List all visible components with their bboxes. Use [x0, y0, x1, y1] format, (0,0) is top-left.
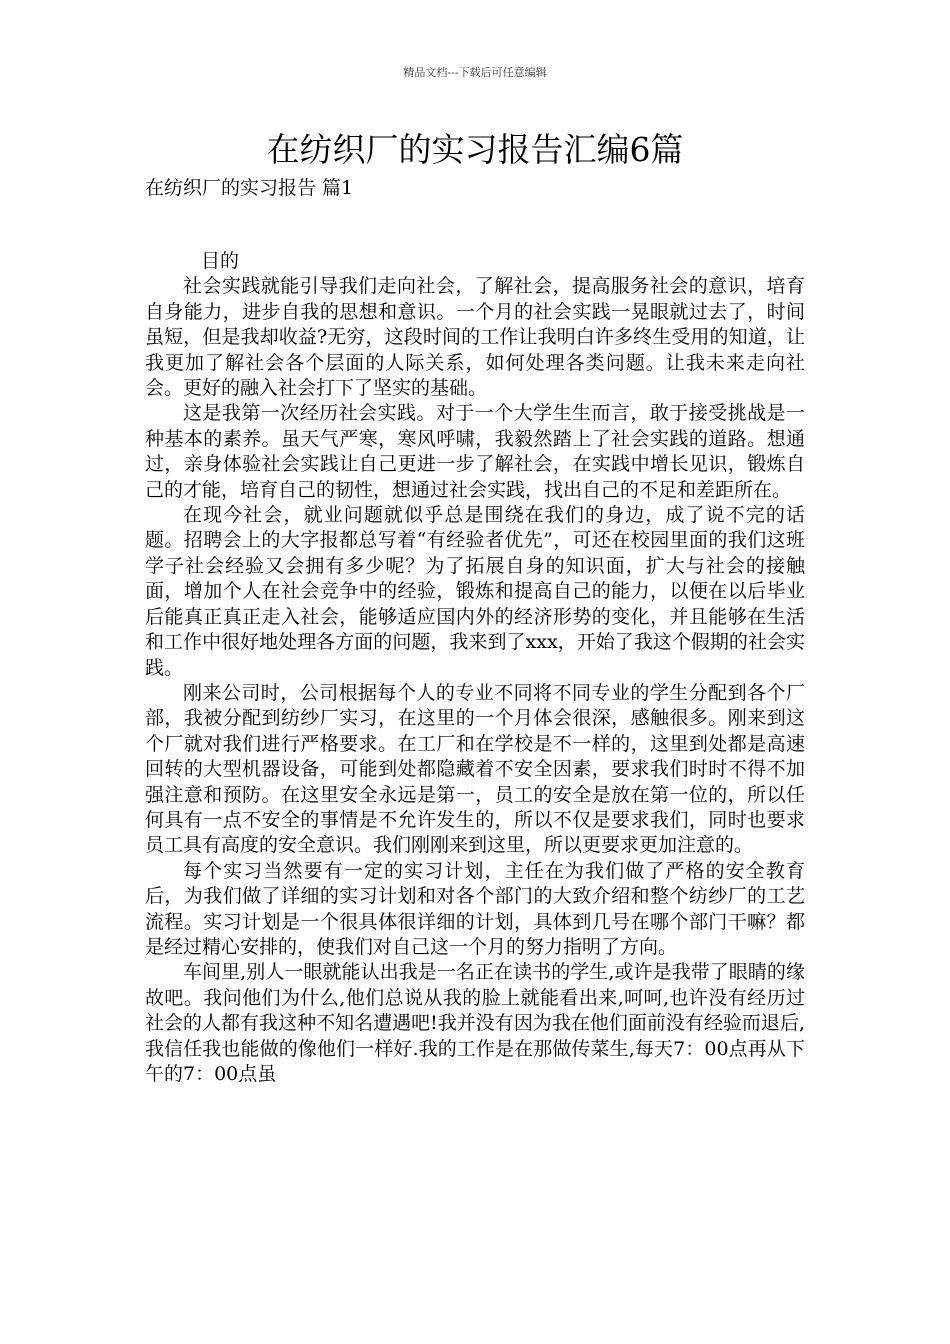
body-paragraph: 在现今社会，就业问题就似乎总是围绕在我们的身边，成了说不完的话题。招聘会上的大字报都总写着“有经验者优先”，可还在校园里面的我们这班学子社会经验又会拥有多少呢？为了拓展自身的知识面，扩大与社会的接触面，增加个人在社会竞争中的经验，锻炼和提高自己的能力，以便在以后毕业后能真正真正走入社会，能够适应国内外的经济形势的变化，并且能够在生活和工作中很好地处理各方面的问题，我来到了xxx，开始了我这个假期的社会实践。 [145, 504, 805, 679]
body-paragraph: 刚来公司时，公司根据每个人的专业不同将不同专业的学生分配到各个厂部，我被分配到纺纱厂实习，在这里的一个月体会很深，感触很多。刚来到这个厂就对我们进行严格要求。在工厂和在学校是不一样的，这里到处都是高速回转的大型机器设备，可能到处都隐藏着不安全因素，要求我们时时不得不加强注意和预防。在这里安全永远是第一，员工的安全是放在第一位的，所以任何具有一点不安全的事情是不允许发生的，所以不仅是要求我们，同时也要求员工具有高度的安全意识。我们刚刚来到这里，所以更要求更加注意的。 [145, 681, 805, 857]
header-note: 精品文档---下载后可任意编辑 [403, 66, 547, 79]
document-body [145, 249, 805, 1087]
purpose-label: 目的 [201, 250, 240, 272]
body-paragraph: 这是我第一次经历社会实践。对于一个大学生生而言，敢于接受挑战是一种基本的素养。虽天气严寒，寒风呼啸，我毅然踏上了社会实践的道路。想通过，亲身体验社会实践让自己更进一步了解社会，在实践中增长见识，锻炼自己的才能，培育自己的韧性，想通过社会实践，找出自己的不足和差距所在。 [145, 402, 805, 501]
body-paragraph: 社会实践就能引导我们走向社会，了解社会，提高服务社会的意识，培育自身能力，进步自我的思想和意识。一个月的社会实践一晃眼就过去了，时间虽短，但是我却收益?无穷，这段时间的工作让我明白许多终生受用的知道，让我更加了解社会各个层面的人际关系，如何处理各类问题。让我未来走向社会。更好的融入社会打下了坚实的基础。 [145, 275, 805, 400]
document-title: 在纺织厂的实习报告汇编6篇 [266, 130, 684, 169]
section-heading: 在纺织厂的实习报告 篇1 [145, 177, 354, 199]
body-paragraph: 车间里,别人一眼就能认出我是一名正在读书的学生,或许是我带了眼睛的缘故吧。我问他们为什么,他们总说从我的脸上就能看出来,呵呵,也许没有经历过社会的人都有我这种不知名遭遇吧!我并没有因为我在他们面前没有经验而退后,我信任我也能做的像他们一样好.我的工作是在那做传菜生,每天7：00点再从下午的7：00点虽 [145, 961, 805, 1085]
body-paragraph: 每个实习当然要有一定的实习计划，主任在为我们做了严格的安全教育后，为我们做了详细的实习计划和对各个部门的大致介绍和整个纺纱厂的工艺流程。实习计划是一个很具体很详细的计划，具体到几号在哪个部门干嘛？都是经过精心安排的，使我们对自己这一个月的努力指明了方向。 [145, 859, 805, 958]
